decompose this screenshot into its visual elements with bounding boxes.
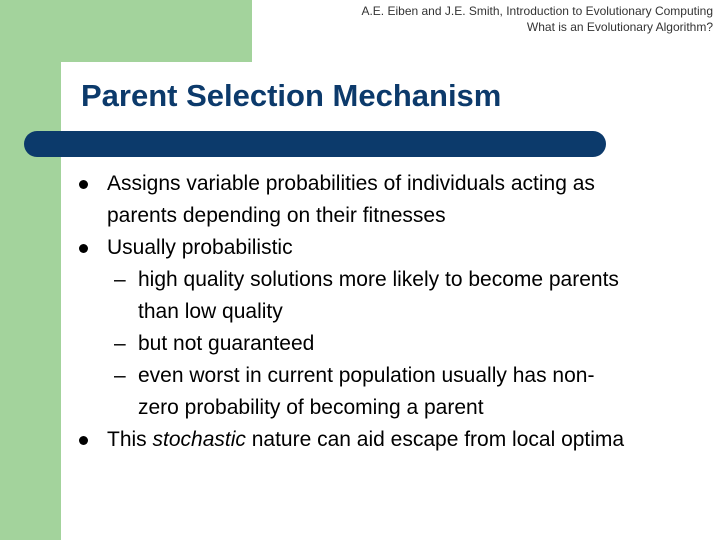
sub-bullet-text-line: high quality solutions more likely to become parents bbox=[138, 268, 619, 291]
sub-bullet-text-line: but not guaranteed bbox=[138, 332, 315, 355]
dash-bullet-icon: – bbox=[114, 332, 126, 355]
bullet-text-line: Usually probabilistic bbox=[107, 236, 293, 259]
bullet-list bbox=[75, 168, 715, 456]
bullet-emphasis: stochastic bbox=[152, 428, 246, 451]
sub-bullet-text-line: zero probability of becoming a parent bbox=[138, 396, 484, 419]
bullet-item bbox=[75, 168, 715, 232]
sub-bullet-item bbox=[75, 360, 715, 424]
bullet-text-before: This bbox=[107, 428, 153, 451]
slide-header bbox=[361, 3, 713, 35]
bullet-text-line: Assigns variable probabilities of individuals acting as bbox=[107, 172, 595, 195]
dash-bullet-icon: – bbox=[114, 364, 126, 387]
left-accent-band bbox=[0, 0, 61, 540]
bullet-dot-icon bbox=[79, 244, 88, 253]
title-underline-bar bbox=[24, 131, 606, 157]
header-line-course: A.E. Eiben and J.E. Smith, Introduction to Evolutionary Computing bbox=[361, 4, 713, 18]
bullet-item bbox=[75, 424, 715, 456]
bullet-text-line: parents depending on their fitnesses bbox=[107, 204, 446, 227]
sub-bullet-item bbox=[75, 264, 715, 328]
bullet-dot-icon bbox=[79, 436, 88, 445]
bullet-text-line bbox=[107, 424, 715, 456]
dash-bullet-icon: – bbox=[114, 268, 126, 291]
sub-bullet-item bbox=[75, 328, 715, 360]
slide-title: Parent Selection Mechanism bbox=[81, 78, 502, 113]
header-line-chapter: What is an Evolutionary Algorithm? bbox=[526, 20, 713, 34]
sub-bullet-text-line: even worst in current population usually has non- bbox=[138, 364, 595, 387]
top-accent-band bbox=[0, 0, 252, 62]
bullet-text-after: nature can aid escape from local optima bbox=[245, 428, 625, 451]
bullet-item bbox=[75, 232, 715, 264]
sub-bullet-text-line: than low quality bbox=[138, 300, 283, 323]
bullet-dot-icon bbox=[79, 180, 88, 189]
